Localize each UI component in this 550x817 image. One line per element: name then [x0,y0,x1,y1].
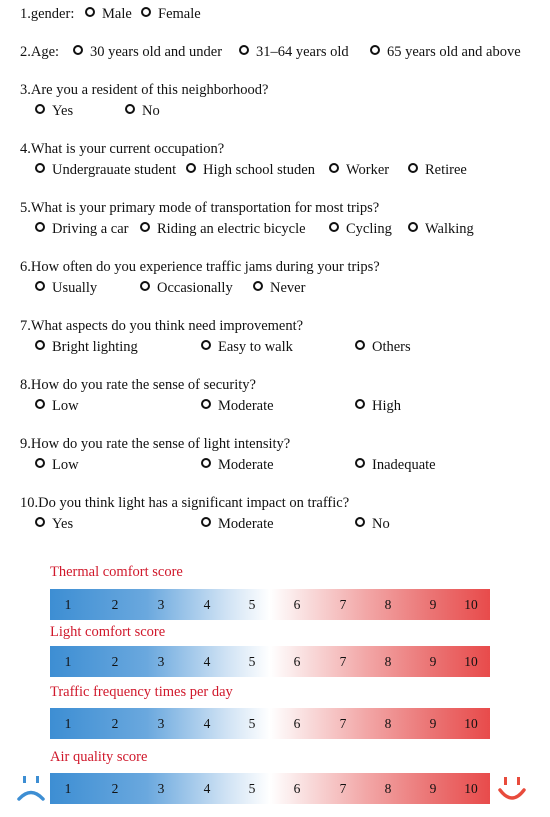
scale-number-5[interactable]: 5 [248,654,256,669]
scale-number-2[interactable]: 2 [111,716,119,731]
scale-number-4[interactable]: 4 [203,716,211,731]
question-text: 5.What is your primary mode of transportation for most trips? [20,200,380,216]
option-resident-yes[interactable]: Yes [35,103,73,120]
traffic-frequency-scale[interactable] [50,708,490,739]
option-electric-bicycle[interactable]: Riding an electric bicycle [140,221,306,238]
option-female[interactable]: Female [141,6,201,23]
option-security-low[interactable]: Low [35,398,79,415]
option-retiree[interactable]: Retiree [408,162,467,179]
question-2 [20,44,59,61]
thermal-comfort-title: Thermal comfort score [50,564,183,580]
option-age-30-under[interactable]: 30 years old and under [73,44,222,61]
light-comfort-scale[interactable] [50,646,490,677]
scale-number-2[interactable]: 2 [111,781,119,796]
question-text: 7.What aspects do you think need improvement? [20,318,304,334]
scale-number-7[interactable]: 7 [339,597,347,612]
radio-icon[interactable] [355,340,365,350]
scale-number-8[interactable]: 8 [384,597,392,612]
radio-icon[interactable] [35,163,45,173]
radio-icon[interactable] [408,163,418,173]
question-9 [20,436,290,453]
option-cycling[interactable]: Cycling [329,221,392,238]
scale-number-9[interactable]: 9 [429,654,437,669]
question-3 [20,82,268,99]
light-comfort-title: Light comfort score [50,624,166,640]
option-male[interactable]: Male [85,6,132,23]
question-text: 3.Are you a resident of this neighborhood? [20,82,269,98]
scale-number-2[interactable]: 2 [111,654,119,669]
scale-number-10[interactable]: 10 [464,654,478,669]
radio-icon[interactable] [329,222,339,232]
radio-icon[interactable] [370,45,380,55]
air-quality-scale[interactable] [50,773,490,804]
question-10 [20,495,349,512]
option-impact-yes[interactable]: Yes [35,516,73,533]
radio-icon[interactable] [35,517,45,527]
scale-number-1[interactable]: 1 [64,597,72,612]
option-occasionally[interactable]: Occasionally [140,280,233,297]
scale-number-7[interactable]: 7 [339,716,347,731]
happy-face-icon [495,773,529,807]
option-others[interactable]: Others [355,339,411,356]
question-text: 1.gender: [20,6,75,22]
radio-icon[interactable] [35,340,45,350]
radio-icon[interactable] [239,45,249,55]
option-resident-no[interactable]: No [125,103,160,120]
question-text: 6.How often do you experience traffic jams during your trips? [20,259,380,275]
radio-icon[interactable] [355,458,365,468]
option-light-low[interactable]: Low [35,457,79,474]
scale-number-6[interactable]: 6 [293,781,301,796]
scale-number-10[interactable]: 10 [464,597,478,612]
radio-icon[interactable] [253,281,263,291]
option-high-school[interactable]: High school studen [186,162,315,179]
air-quality-title: Air quality score [50,749,148,765]
scale-number-8[interactable]: 8 [384,781,392,796]
question-6 [20,259,380,276]
option-security-moderate[interactable]: Moderate [201,398,274,415]
scale-number-3[interactable]: 3 [157,716,165,731]
scale-number-3[interactable]: 3 [157,654,165,669]
radio-icon[interactable] [140,222,150,232]
scale-number-10[interactable]: 10 [464,781,478,796]
scale-number-5[interactable]: 5 [248,716,256,731]
radio-icon[interactable] [35,281,45,291]
option-age-65-above[interactable]: 65 years old and above [370,44,521,61]
option-security-high[interactable]: High [355,398,401,415]
question-text: 2.Age: [20,44,60,60]
radio-icon[interactable] [35,399,45,409]
radio-icon[interactable] [35,458,45,468]
option-age-31-64[interactable]: 31–64 years old [239,44,349,61]
radio-icon[interactable] [201,458,211,468]
traffic-frequency-title: Traffic frequency times per day [50,684,233,700]
radio-icon[interactable] [85,7,95,17]
option-impact-no[interactable]: No [355,516,390,533]
scale-number-6[interactable]: 6 [293,716,301,731]
scale-number-1[interactable]: 1 [64,716,72,731]
scale-number-1[interactable]: 1 [64,781,72,796]
option-usually[interactable]: Usually [35,280,97,297]
question-8 [20,377,256,394]
question-text: 4.What is your current occupation? [20,141,225,157]
option-impact-moderate[interactable]: Moderate [201,516,274,533]
question-text: 8.How do you rate the sense of security? [20,377,256,393]
radio-icon[interactable] [35,104,45,114]
question-1 [20,6,74,23]
scale-number-4[interactable]: 4 [203,597,211,612]
question-4 [20,141,224,158]
scale-number-9[interactable]: 9 [429,781,437,796]
question-7 [20,318,303,335]
scale-number-10[interactable]: 10 [464,716,478,731]
question-text: 10.Do you think light has a significant impact on traffic? [20,495,350,511]
scale-number-2[interactable]: 2 [111,597,119,612]
radio-icon[interactable] [329,163,339,173]
radio-icon[interactable] [201,517,211,527]
scale-number-4[interactable]: 4 [203,654,211,669]
scale-number-1[interactable]: 1 [64,654,72,669]
radio-icon[interactable] [73,45,83,55]
scale-number-5[interactable]: 5 [248,781,256,796]
scale-number-7[interactable]: 7 [339,781,347,796]
scale-number-8[interactable]: 8 [384,716,392,731]
scale-number-4[interactable]: 4 [203,781,211,796]
radio-icon[interactable] [141,7,151,17]
radio-icon[interactable] [35,222,45,232]
radio-icon[interactable] [125,104,135,114]
scale-number-3[interactable]: 3 [157,781,165,796]
option-worker[interactable]: Worker [329,162,389,179]
option-never[interactable]: Never [253,280,305,297]
radio-icon[interactable] [355,399,365,409]
scale-number-9[interactable]: 9 [429,597,437,612]
question-5 [20,200,379,217]
thermal-comfort-scale[interactable] [50,589,490,620]
option-bright-lighting[interactable]: Bright lighting [35,339,138,356]
scale-number-8[interactable]: 8 [384,654,392,669]
radio-icon[interactable] [201,340,211,350]
radio-icon[interactable] [408,222,418,232]
radio-icon[interactable] [186,163,196,173]
option-walking[interactable]: Walking [408,221,474,238]
question-text: 9.How do you rate the sense of light intensity? [20,436,291,452]
option-undergraduate[interactable]: Undergrauate student [35,162,176,179]
radio-icon[interactable] [355,517,365,527]
scale-number-3[interactable]: 3 [157,597,165,612]
scale-number-9[interactable]: 9 [429,716,437,731]
radio-icon[interactable] [140,281,150,291]
scale-number-6[interactable]: 6 [293,654,301,669]
scale-number-6[interactable]: 6 [293,597,301,612]
option-driving-car[interactable]: Driving a car [35,221,129,238]
option-light-moderate[interactable]: Moderate [201,457,274,474]
sad-face-icon [14,771,48,805]
scale-number-5[interactable]: 5 [248,597,256,612]
option-light-inadequate[interactable]: Inadequate [355,457,436,474]
scale-number-7[interactable]: 7 [339,654,347,669]
option-easy-to-walk[interactable]: Easy to walk [201,339,293,356]
radio-icon[interactable] [201,399,211,409]
